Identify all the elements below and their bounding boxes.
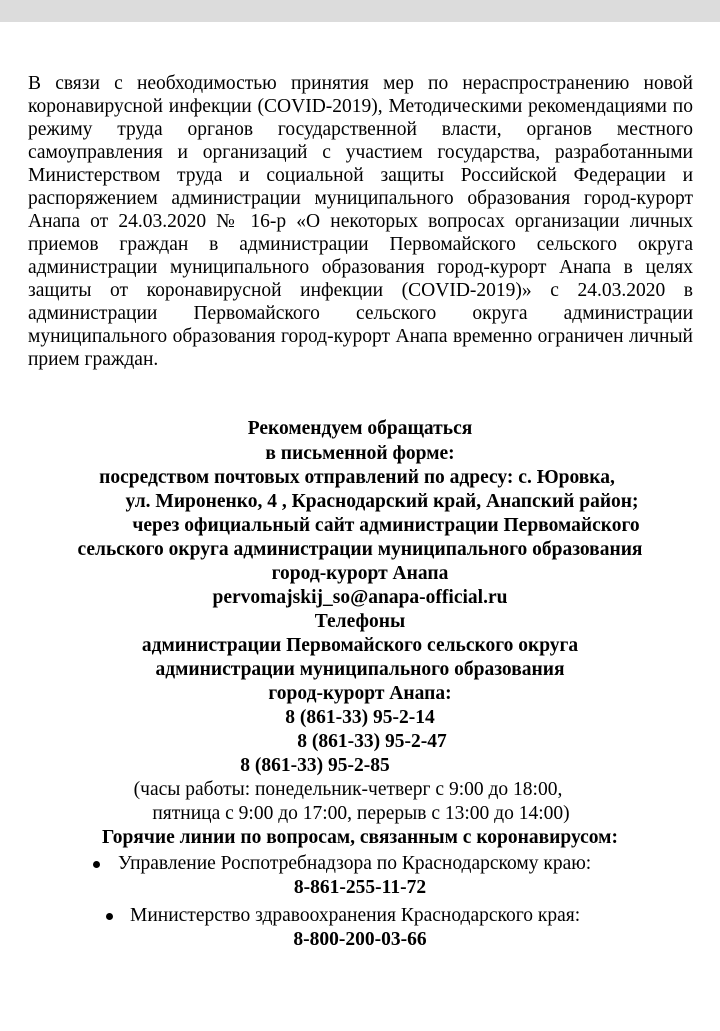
phone-number-3: 8 (861-33) 95-2-85 bbox=[240, 755, 390, 776]
phones-line-1: администрации Первомайского сельского округа bbox=[141, 635, 579, 656]
hotline-phone-1: 8-861-255-11-72 bbox=[293, 877, 427, 898]
bullet-icon bbox=[106, 913, 113, 920]
working-hours-2: пятница с 9:00 до 17:00, перерыв с 13:00 до 14:00) bbox=[152, 803, 570, 824]
intro-paragraph: В связи с необходимостью принятия мер по нераспространению новой коронавирусной инфекции (COVID-2019), Методическими рекомендациями по режиму труда органов государственной власти, органов местного самоуправления и организаций с участием государства, разработанными Министерством труда и социальной защиты Российской Федерации и распоряжением администрации муниципального образования город-курорт Анапа от 24.03.2020 № 16-р «О некоторых вопросах организации личных приемов граждан в администрации Первомайского сельского округа администрации муниципального образования город-курорт Анапа в целях защиты от коронавирусной инфекции (COVID-2019)» с 24.03.2020 в администрации Первомайского сельского округа администрации муниципального образования город-курорт Анапа временно ограничен личный прием граждан. bbox=[28, 73, 693, 370]
email-address: pervomajskij_so@anapa-official.ru bbox=[212, 587, 508, 608]
recommend-line-2: в письменной форме: bbox=[265, 443, 455, 464]
phones-title: Телефоны bbox=[314, 611, 406, 632]
recommend-line-7: город-курорт Анапа bbox=[271, 563, 449, 584]
recommend-line-1: Рекомендуем обращаться bbox=[247, 418, 473, 439]
phone-number-1: 8 (861-33) 95-2-14 bbox=[285, 707, 435, 728]
recommend-line-6: сельского округа администрации муниципального образования bbox=[77, 539, 643, 560]
hotline-org-1: Управление Роспотребнадзора по Краснодарскому краю: bbox=[118, 853, 592, 874]
hotline-phone-2: 8-800-200-03-66 bbox=[293, 929, 427, 950]
bullet-icon bbox=[93, 861, 100, 868]
recommend-line-3: посредством почтовых отправлений по адресу: с. Юровка, bbox=[99, 467, 615, 488]
recommend-line-5: через официальный сайт администрации Первомайского bbox=[132, 515, 640, 536]
phone-number-2: 8 (861-33) 95-2-47 bbox=[297, 731, 447, 752]
hotline-org-2: Министерство здравоохранения Краснодарского края: bbox=[130, 905, 581, 926]
phones-line-3: город-курорт Анапа: bbox=[268, 683, 452, 704]
top-status-bar bbox=[0, 0, 720, 22]
recommend-line-4: ул. Мироненко, 4 , Краснодарский край, Анапский район; bbox=[125, 491, 639, 512]
working-hours-1: (часы работы: понедельник-четверг с 9:00 до 18:00, bbox=[133, 779, 563, 800]
phones-line-2: администрации муниципального образования bbox=[155, 659, 565, 680]
hotlines-title: Горячие линии по вопросам, связанным с коронавирусом: bbox=[102, 827, 618, 848]
